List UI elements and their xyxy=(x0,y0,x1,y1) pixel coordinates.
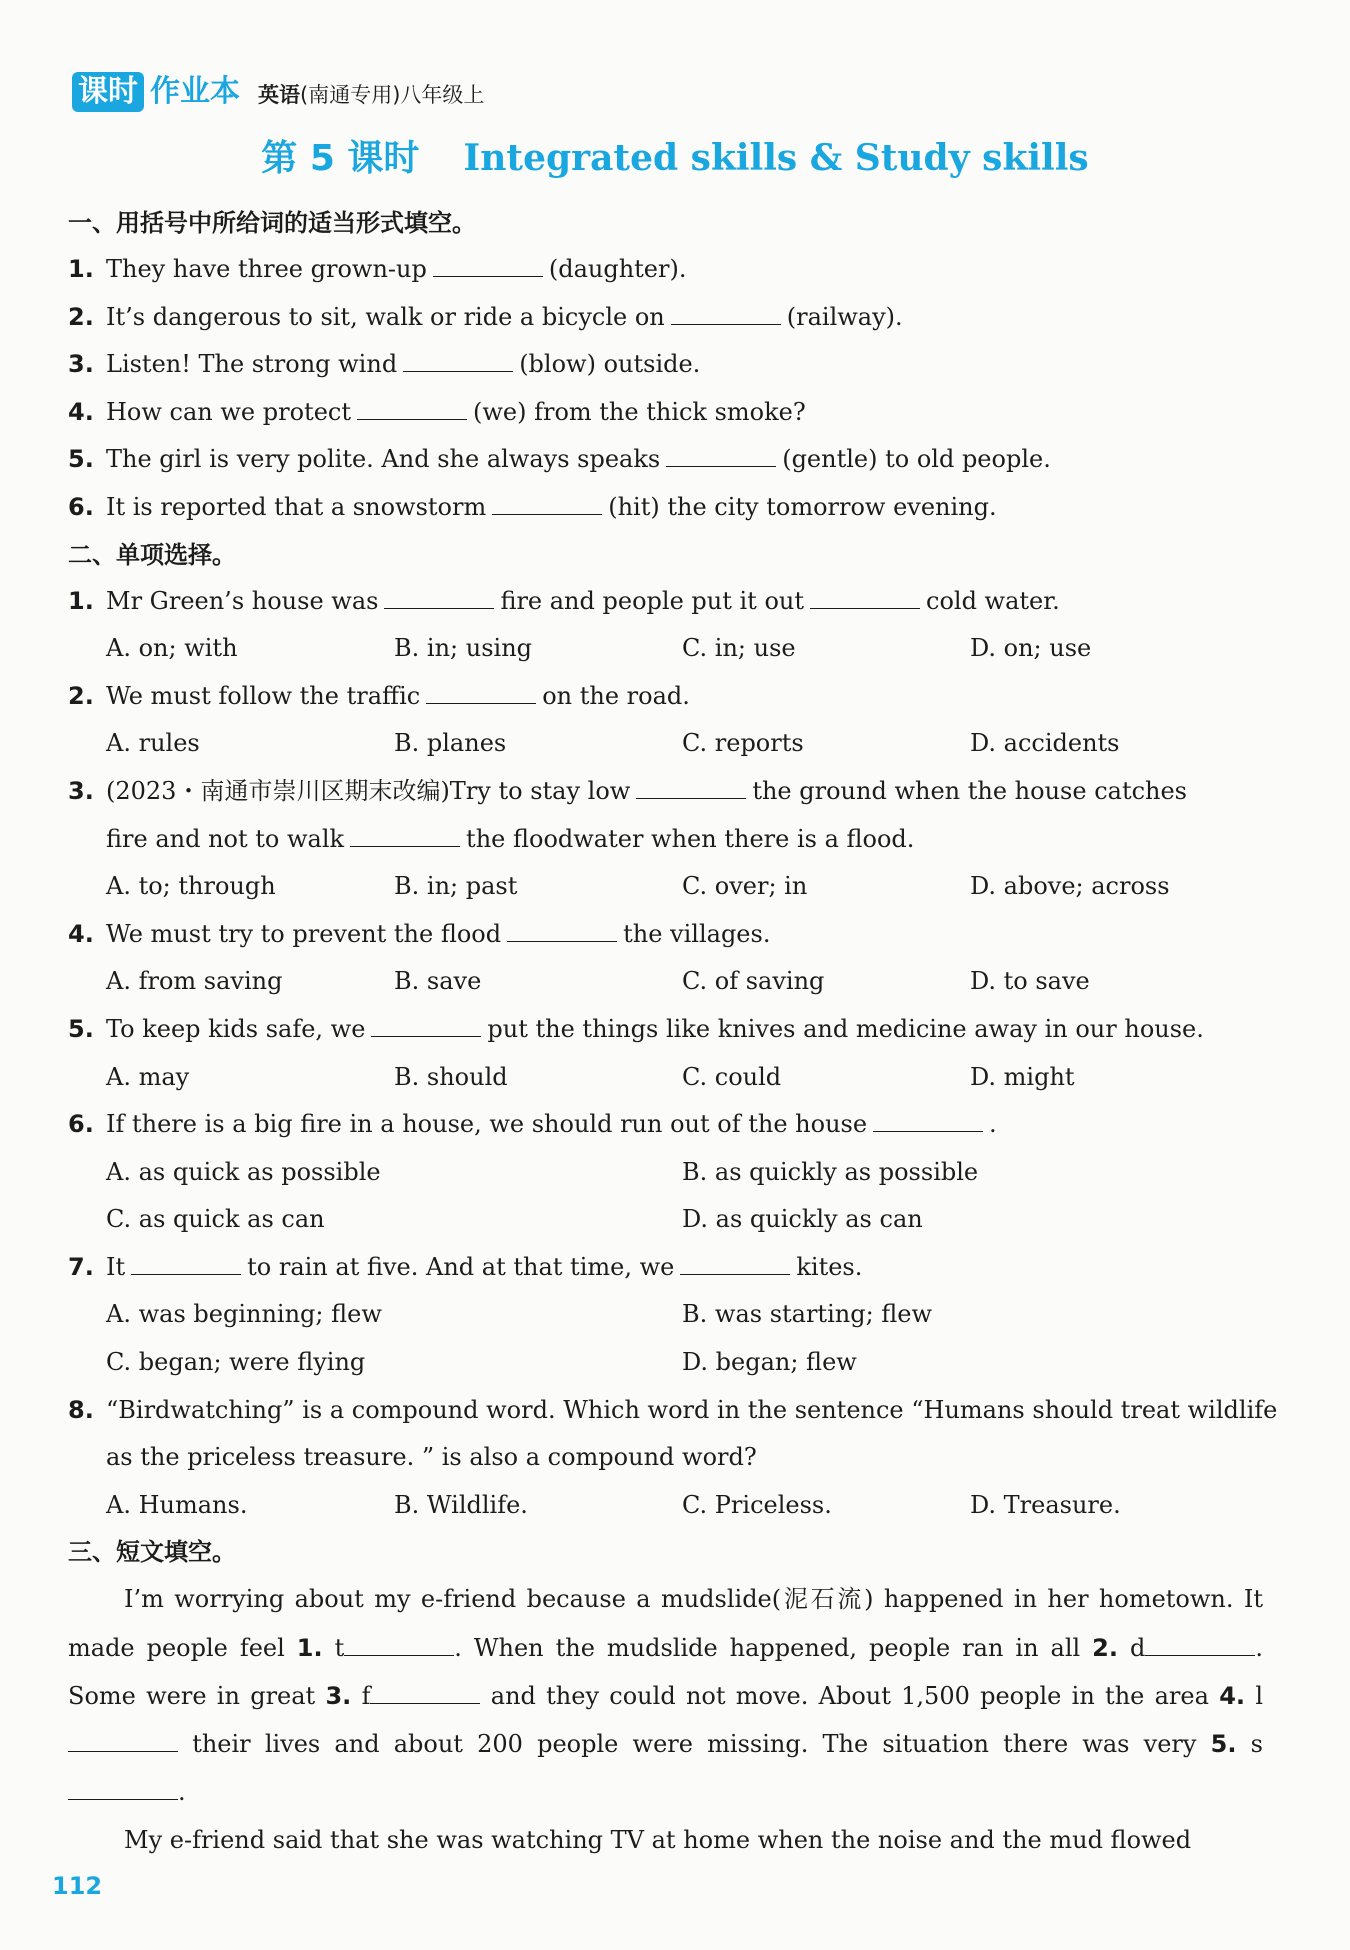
question-3-continued xyxy=(68,816,1263,864)
item-text: on the road. xyxy=(542,681,690,710)
item-text: To keep kids safe, we xyxy=(106,1014,366,1043)
item-text: (blow) outside. xyxy=(519,350,701,379)
item-text: Mr Green’s house was xyxy=(106,586,379,615)
item-text: . xyxy=(989,1110,997,1139)
edition: (南通专用)八年级上 xyxy=(300,83,485,107)
option[interactable]: D. accidents xyxy=(970,729,1120,758)
lesson-number: 第 5 课时 xyxy=(261,138,420,179)
options-row xyxy=(68,1291,1263,1339)
options-row xyxy=(68,720,1263,768)
answer-blank[interactable] xyxy=(371,1010,481,1037)
question-8-continued: as the priceless treasure. ” is also a compound word? xyxy=(106,1443,757,1472)
passage-text: . When the mudslide happened, people ran in all xyxy=(454,1633,1081,1662)
blank-number: 3. xyxy=(325,1681,352,1710)
options-row xyxy=(68,1054,1263,1102)
answer-blank[interactable] xyxy=(507,915,617,942)
answer-blank[interactable] xyxy=(433,250,543,277)
blank-number: 2. xyxy=(1092,1633,1118,1662)
options-row xyxy=(68,1339,1263,1387)
lesson-topic: Integrated skills & Study skills xyxy=(463,137,1089,179)
passage-text: . xyxy=(178,1778,186,1807)
blank-letter: l xyxy=(1255,1681,1263,1710)
question-5 xyxy=(68,1006,1263,1054)
brand-header xyxy=(72,72,484,112)
item-text: (2023・南通市崇川区期末改编)Try to stay low xyxy=(106,776,631,805)
option[interactable]: A. to; through xyxy=(106,872,276,901)
item-number: 7. xyxy=(68,1252,94,1281)
logo-box: 课时 xyxy=(72,72,144,112)
answer-blank[interactable] xyxy=(492,488,602,515)
item-number: 6. xyxy=(68,1110,94,1139)
passage-paragraph: My e-friend said that she was watching TV at home when the noise and the mud flowed xyxy=(124,1826,1192,1855)
option[interactable]: B. in; using xyxy=(394,634,533,663)
list-item xyxy=(68,436,1263,484)
item-text: fire and not to walk xyxy=(106,824,345,853)
item-text: the villages. xyxy=(623,919,771,948)
item-text: (gentle) to old people. xyxy=(782,445,1051,474)
answer-blank[interactable] xyxy=(680,1248,790,1275)
question-7 xyxy=(68,1244,1263,1292)
question-6 xyxy=(68,1101,1263,1149)
blank-letter: t xyxy=(334,1633,345,1662)
item-text: kites. xyxy=(796,1252,863,1281)
option[interactable]: B. in; past xyxy=(394,872,518,901)
item-text: Listen! The strong wind xyxy=(106,350,398,379)
option[interactable]: C. over; in xyxy=(682,872,808,901)
question-4 xyxy=(68,911,1263,959)
item-text: (hit) the city tomorrow evening. xyxy=(608,492,997,521)
item-text: fire and people put it out xyxy=(500,586,804,615)
item-number: 4. xyxy=(68,919,94,948)
brand-logo xyxy=(72,72,240,112)
item-text: the floodwater when there is a flood. xyxy=(466,824,915,853)
item-text: to rain at five. And at that time, we xyxy=(247,1252,675,1281)
blank-letter: s xyxy=(1250,1730,1263,1759)
item-text: If there is a big fire in a house, we should run out of the house xyxy=(106,1110,868,1139)
answer-blank[interactable] xyxy=(666,440,776,467)
section-heading: 一、用括号中所给词的适当形式填空。 xyxy=(68,209,476,237)
option[interactable]: C. in; use xyxy=(682,634,796,663)
answer-blank[interactable] xyxy=(671,298,781,325)
item-text: They have three grown-up xyxy=(106,255,427,283)
option[interactable]: C. of saving xyxy=(682,967,825,996)
item-text: The girl is very polite. And she always speaks xyxy=(106,445,661,474)
option[interactable]: A. was beginning; flew xyxy=(106,1300,382,1329)
section1-list xyxy=(68,246,1263,532)
answer-blank[interactable] xyxy=(344,1629,454,1656)
item-number: 3. xyxy=(68,776,94,805)
item-number: 3. xyxy=(68,350,94,379)
list-item xyxy=(68,246,1263,294)
item-text: It xyxy=(106,1252,126,1281)
passage-text: and they could not move. About 1,500 people in the area xyxy=(490,1681,1209,1710)
answer-blank[interactable] xyxy=(68,1773,178,1800)
option[interactable]: D. to save xyxy=(970,967,1090,996)
answer-blank[interactable] xyxy=(350,820,460,847)
option[interactable]: C. began; were flying xyxy=(106,1348,366,1377)
question-3 xyxy=(68,768,1263,816)
section-heading: 三、短文填空。 xyxy=(68,1538,236,1567)
list-item xyxy=(68,484,1263,532)
blank-number: 5. xyxy=(1210,1730,1237,1759)
option[interactable]: D. might xyxy=(970,1062,1075,1091)
answer-blank[interactable] xyxy=(357,393,467,420)
option[interactable]: B. planes xyxy=(394,729,507,758)
item-number: 5. xyxy=(68,1014,94,1043)
blank-number: 1. xyxy=(296,1633,323,1662)
section-heading: 二、单项选择。 xyxy=(68,540,236,569)
blank-letter: f xyxy=(361,1681,371,1710)
question-8 xyxy=(68,1387,1278,1435)
page-number: 112 xyxy=(52,1872,103,1900)
subject-label xyxy=(258,78,484,112)
question-1 xyxy=(68,578,1263,626)
lesson-title xyxy=(0,132,1350,185)
exercise-content xyxy=(68,200,1278,1865)
option[interactable]: D. Treasure. xyxy=(970,1490,1121,1519)
item-number: 1. xyxy=(68,255,94,283)
item-text: How can we protect xyxy=(106,397,351,426)
item-number: 4. xyxy=(68,397,94,426)
answer-blank[interactable] xyxy=(384,582,494,609)
answer-blank[interactable] xyxy=(403,345,513,372)
option[interactable]: B. save xyxy=(394,967,482,996)
passage-text: I’m worrying about my e-friend because a mudslide(泥石流) happened in her hometown. It made people feel xyxy=(68,1585,1263,1662)
passage-paragraph xyxy=(68,1575,1263,1816)
question-2 xyxy=(68,673,1263,721)
option[interactable]: A. Humans. xyxy=(106,1490,248,1519)
item-number: 8. xyxy=(68,1395,94,1424)
item-number: 1. xyxy=(68,586,94,615)
options-row xyxy=(68,1196,1263,1244)
item-text: It is reported that a snowstorm xyxy=(106,492,487,521)
option[interactable]: A. on; with xyxy=(106,634,238,663)
option[interactable]: D. above; across xyxy=(970,872,1170,901)
options-row xyxy=(68,1149,1263,1197)
list-item xyxy=(68,341,1263,389)
answer-blank[interactable] xyxy=(810,582,920,609)
item-text: “Birdwatching” is a compound word. Which word in the sentence “Humans should treat wildlife xyxy=(106,1395,1278,1424)
option[interactable]: C. could xyxy=(682,1062,782,1091)
item-number: 6. xyxy=(68,492,94,521)
answer-blank[interactable] xyxy=(68,1725,178,1752)
item-text: (we) from the thick smoke? xyxy=(472,397,806,426)
options-row xyxy=(68,625,1263,673)
options-row xyxy=(68,1482,1263,1530)
list-item xyxy=(68,389,1263,437)
option[interactable]: D. on; use xyxy=(970,634,1092,663)
option[interactable]: C. as quick as can xyxy=(106,1205,325,1234)
item-text: (railway). xyxy=(786,302,903,331)
item-text: cold water. xyxy=(926,586,1060,615)
item-text: We must try to prevent the flood xyxy=(106,919,502,948)
item-text: (daughter). xyxy=(548,255,687,283)
answer-blank[interactable] xyxy=(636,772,746,799)
answer-blank[interactable] xyxy=(1145,1629,1255,1656)
item-number: 5. xyxy=(68,445,94,474)
list-item xyxy=(68,294,1263,342)
blank-letter: d xyxy=(1129,1633,1146,1662)
option[interactable]: A. as quick as possible xyxy=(106,1157,381,1186)
option[interactable]: A. rules xyxy=(106,729,200,758)
option[interactable]: D. began; flew xyxy=(682,1348,857,1377)
answer-blank[interactable] xyxy=(426,677,536,704)
passage-text: . Some were in great xyxy=(68,1633,1263,1710)
option[interactable]: B. Wildlife. xyxy=(394,1490,528,1519)
passage-text: their lives and about 200 people were missing. The situation there was very xyxy=(192,1730,1197,1759)
item-number: 2. xyxy=(68,302,94,331)
option[interactable]: A. from saving xyxy=(106,967,283,996)
item-text: It’s dangerous to sit, walk or ride a bicycle on xyxy=(106,302,665,331)
subject: 英语 xyxy=(258,83,300,107)
item-number: 2. xyxy=(68,681,94,710)
item-text: We must follow the traffic xyxy=(106,681,421,710)
answer-blank[interactable] xyxy=(873,1105,983,1132)
option[interactable]: C. reports xyxy=(682,729,804,758)
option[interactable]: B. should xyxy=(394,1062,508,1091)
logo-text: 作业本 xyxy=(150,74,240,109)
item-text: put the things like knives and medicine away in our house. xyxy=(487,1014,1204,1043)
options-row xyxy=(68,863,1263,911)
answer-blank[interactable] xyxy=(370,1677,480,1704)
option[interactable]: D. as quickly as can xyxy=(682,1205,923,1234)
blank-number: 4. xyxy=(1219,1681,1246,1710)
option[interactable]: B. was starting; flew xyxy=(682,1300,933,1329)
answer-blank[interactable] xyxy=(131,1248,241,1275)
option[interactable]: A. may xyxy=(106,1062,190,1091)
option[interactable]: B. as quickly as possible xyxy=(682,1157,979,1186)
options-row xyxy=(68,958,1263,1006)
option[interactable]: C. Priceless. xyxy=(682,1490,832,1519)
item-text: the ground when the house catches xyxy=(752,776,1187,805)
